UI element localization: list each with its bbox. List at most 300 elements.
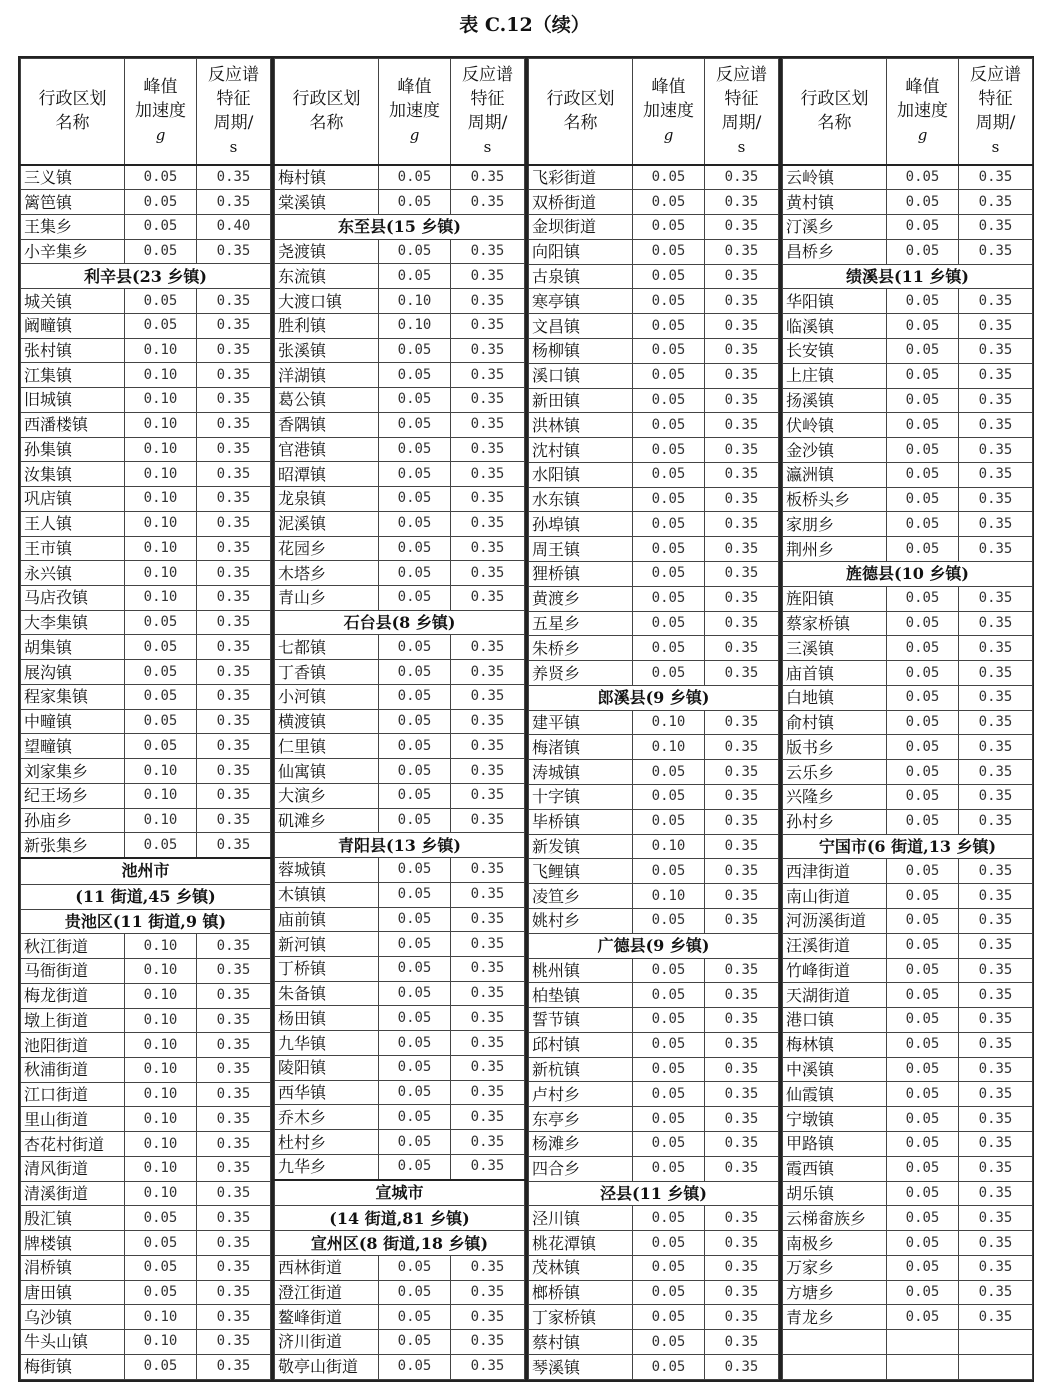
group-row [21, 264, 271, 289]
division-name: 汀溪乡 [783, 215, 887, 240]
division-name: 梅村镇 [275, 165, 379, 190]
characteristic-period: 0.35 [451, 1006, 525, 1031]
peak-acceleration: 0.05 [379, 1255, 451, 1280]
peak-acceleration: 0.10 [125, 1156, 197, 1181]
division-name: 五星乡 [529, 611, 633, 636]
division-name: 柏垫镇 [529, 983, 633, 1008]
division-name: 丁桥镇 [275, 957, 379, 982]
division-name: 青龙乡 [783, 1305, 887, 1330]
division-name: 刘家集乡 [21, 759, 125, 784]
table-row [529, 264, 779, 289]
peak-acceleration: 0.05 [633, 487, 705, 512]
table-row [529, 1206, 779, 1231]
characteristic-period: 0.35 [197, 934, 271, 959]
table-row [529, 537, 779, 562]
table-row [275, 313, 525, 338]
characteristic-period: 0.35 [451, 734, 525, 759]
table-row [783, 735, 1033, 760]
table-row [21, 1206, 271, 1231]
header-row [21, 59, 271, 165]
table-row [275, 1305, 525, 1330]
division-name: 清溪街道 [21, 1181, 125, 1206]
division-name: 乔木乡 [275, 1105, 379, 1130]
division-name: 瀛洲镇 [783, 462, 887, 487]
table-row [529, 1156, 779, 1181]
peak-acceleration: 0.05 [379, 1305, 451, 1330]
division-name: 邱村镇 [529, 1032, 633, 1057]
characteristic-period: 0.35 [451, 1031, 525, 1056]
characteristic-period: 0.35 [959, 1008, 1033, 1033]
characteristic-period: 0.35 [959, 1057, 1033, 1082]
division-name: 龙泉镇 [275, 487, 379, 512]
characteristic-period: 0.35 [197, 1206, 271, 1231]
division-name: 仙霞镇 [783, 1082, 887, 1107]
characteristic-period: 0.35 [197, 239, 271, 264]
characteristic-period: 0.35 [959, 859, 1033, 884]
group-row [275, 833, 525, 858]
header-name-line: 行政区划 [292, 89, 361, 110]
characteristic-period: 0.35 [451, 684, 525, 709]
table-row [275, 1105, 525, 1130]
peak-acceleration: 0.05 [125, 610, 197, 635]
characteristic-period: 0.35 [705, 908, 779, 933]
peak-acceleration: 0.05 [887, 239, 959, 264]
division-name: 双桥街道 [529, 190, 633, 215]
division-name: 誓节镇 [529, 1008, 633, 1033]
peak-acceleration: 0.05 [125, 1354, 197, 1379]
division-name: 尧渡镇 [275, 239, 379, 264]
characteristic-period: 0.35 [451, 783, 525, 808]
table-row [275, 981, 525, 1006]
table-row [529, 1355, 779, 1380]
table-row [21, 1280, 271, 1305]
peak-acceleration: 0.05 [887, 586, 959, 611]
header-row [529, 59, 779, 165]
division-name: 梅林镇 [783, 1032, 887, 1057]
division-name: 兴隆乡 [783, 785, 887, 810]
table-row [21, 239, 271, 264]
header-accel-line: 加速度 [135, 101, 186, 122]
header-period-line: 周期/ [975, 113, 1016, 134]
peak-acceleration: 0.10 [633, 735, 705, 760]
group-heading: (14 街道,81 乡镇) [275, 1206, 525, 1231]
table-row [529, 487, 779, 512]
group-row [529, 1181, 779, 1206]
peak-acceleration: 0.05 [633, 165, 705, 190]
division-name: 花园乡 [275, 536, 379, 561]
header-period-line: 反应谱 [716, 65, 767, 86]
table-row [783, 1156, 1033, 1181]
table-row [783, 710, 1033, 735]
peak-acceleration: 0.10 [125, 1305, 197, 1330]
division-name: 香隅镇 [275, 412, 379, 437]
table-panel-4 [780, 56, 1034, 1382]
table-row [21, 734, 271, 759]
peak-acceleration: 0.05 [379, 165, 451, 190]
peak-acceleration: 0.05 [887, 338, 959, 363]
table-row [21, 783, 271, 808]
division-name: 墩上街道 [21, 1008, 125, 1033]
characteristic-period: 0.35 [197, 190, 271, 215]
group-heading: (11 街道,45 乡镇) [21, 884, 271, 909]
table-row [275, 808, 525, 833]
table-row [275, 437, 525, 462]
division-name: 十字镇 [529, 785, 633, 810]
division-name: 展沟镇 [21, 660, 125, 685]
table-row [529, 462, 779, 487]
division-name: 洪林镇 [529, 413, 633, 438]
peak-acceleration: 0.05 [633, 760, 705, 785]
peak-acceleration: 0.05 [125, 165, 197, 190]
peak-acceleration: 0.05 [379, 957, 451, 982]
peak-acceleration: 0.05 [125, 1206, 197, 1231]
header-period-line: 周期/ [721, 113, 762, 134]
peak-acceleration: 0.05 [379, 1080, 451, 1105]
characteristic-period: 0.35 [451, 660, 525, 685]
characteristic-period: 0.35 [451, 511, 525, 536]
table-row [21, 808, 271, 833]
table-row [21, 214, 271, 239]
division-name: 姚村乡 [529, 908, 633, 933]
characteristic-period: 0.35 [451, 981, 525, 1006]
peak-acceleration: 0.05 [633, 908, 705, 933]
division-name: 张村镇 [21, 338, 125, 363]
characteristic-period: 0.35 [197, 1156, 271, 1181]
division-name: 俞村镇 [783, 710, 887, 735]
peak-acceleration: 0.05 [379, 1154, 451, 1179]
table-row [21, 1033, 271, 1058]
peak-acceleration: 0.10 [379, 313, 451, 338]
table-row [783, 413, 1033, 438]
group-row [275, 610, 525, 635]
table-row [21, 610, 271, 635]
peak-acceleration: 0.05 [633, 1330, 705, 1355]
header-name-line: 行政区划 [546, 89, 615, 110]
table-row [783, 388, 1033, 413]
division-name: 篱笆镇 [21, 190, 125, 215]
peak-acceleration: 0.05 [125, 833, 197, 858]
division-name: 敬亭山街道 [275, 1354, 379, 1379]
header-name-line: 名称 [817, 113, 852, 134]
characteristic-period: 0.35 [705, 338, 779, 363]
table-row [783, 1181, 1033, 1206]
table-row [275, 635, 525, 660]
table-row [21, 511, 271, 536]
division-name: 孙集镇 [21, 437, 125, 462]
table-row [275, 561, 525, 586]
header-name-line: 名称 [55, 113, 90, 134]
table-row [21, 586, 271, 611]
characteristic-period: 0.35 [959, 239, 1033, 264]
table-row [783, 809, 1033, 834]
characteristic-period: 0.35 [959, 289, 1033, 314]
table-row [529, 760, 779, 785]
characteristic-period: 0.35 [197, 1082, 271, 1107]
characteristic-period: 0.35 [959, 611, 1033, 636]
table-row [21, 1132, 271, 1157]
characteristic-period: 0.35 [705, 1330, 779, 1355]
table-row [275, 338, 525, 363]
table-row [275, 462, 525, 487]
division-name: 西林街道 [275, 1255, 379, 1280]
peak-acceleration: 0.05 [887, 1181, 959, 1206]
characteristic-period: 0.35 [197, 1058, 271, 1083]
table-row [529, 1280, 779, 1305]
characteristic-period: 0.35 [451, 437, 525, 462]
table-row [783, 685, 1033, 710]
peak-acceleration: 0.05 [633, 586, 705, 611]
characteristic-period: 0.35 [705, 413, 779, 438]
table-row [21, 1156, 271, 1181]
peak-acceleration: 0.05 [887, 884, 959, 909]
peak-acceleration: 0.05 [379, 660, 451, 685]
table-row [529, 314, 779, 339]
group-heading: 池州市 [21, 858, 271, 884]
table-row [21, 1354, 271, 1379]
table-row [21, 934, 271, 959]
characteristic-period: 0.35 [197, 313, 271, 338]
peak-acceleration: 0.05 [125, 190, 197, 215]
division-name: 木塔乡 [275, 561, 379, 586]
group-heading: 宁国市(6 街道,13 乡镇) [783, 834, 1033, 859]
peak-acceleration: 0.05 [633, 611, 705, 636]
table-row [783, 1008, 1033, 1033]
characteristic-period: 0.35 [451, 808, 525, 833]
table-row [275, 1330, 525, 1355]
group-heading: 宣州区(8 街道,18 乡镇) [275, 1231, 525, 1256]
characteristic-period: 0.35 [705, 1057, 779, 1082]
header-accel [633, 59, 705, 165]
division-name: 甲路镇 [783, 1131, 887, 1156]
table-row [529, 859, 779, 884]
table-row [275, 190, 525, 215]
peak-acceleration: 0.05 [633, 512, 705, 537]
header-period-line: 特征 [470, 89, 505, 110]
characteristic-period: 0.35 [451, 239, 525, 264]
characteristic-period: 0.35 [705, 1156, 779, 1181]
characteristic-period: 0.35 [705, 760, 779, 785]
group-row [275, 1206, 525, 1231]
table-row [783, 785, 1033, 810]
characteristic-period: 0.35 [451, 1105, 525, 1130]
table-row [783, 1082, 1033, 1107]
division-name: 泾川镇 [529, 1206, 633, 1231]
characteristic-period: 0.35 [705, 661, 779, 686]
header-accel-line: g [663, 126, 674, 145]
table-row [21, 536, 271, 561]
table-row [21, 983, 271, 1008]
peak-acceleration: 0.10 [633, 710, 705, 735]
table-row [275, 363, 525, 388]
table-row [275, 264, 525, 289]
division-name: 葛公镇 [275, 388, 379, 413]
header-accel [379, 59, 451, 165]
division-name: 三义镇 [21, 165, 125, 190]
characteristic-period: 0.35 [705, 1280, 779, 1305]
division-name: 汝集镇 [21, 462, 125, 487]
characteristic-period: 0.35 [451, 190, 525, 215]
peak-acceleration: 0.05 [633, 363, 705, 388]
table-row [529, 983, 779, 1008]
peak-acceleration: 0.05 [887, 363, 959, 388]
group-row [21, 884, 271, 909]
characteristic-period: 0.35 [959, 438, 1033, 463]
characteristic-period: 0.35 [197, 586, 271, 611]
characteristic-period: 0.35 [197, 783, 271, 808]
characteristic-period: 0.35 [451, 363, 525, 388]
peak-acceleration: 0.05 [633, 1231, 705, 1256]
division-name: 王集乡 [21, 214, 125, 239]
peak-acceleration: 0.05 [887, 413, 959, 438]
characteristic-period: 0.35 [705, 983, 779, 1008]
table-row [783, 859, 1033, 884]
peak-acceleration: 0.05 [633, 785, 705, 810]
table-row [21, 1231, 271, 1256]
table-row [529, 1231, 779, 1256]
characteristic-period: 0.35 [197, 1305, 271, 1330]
table-row [21, 289, 271, 314]
table-row [275, 412, 525, 437]
table-row [21, 437, 271, 462]
characteristic-period: 0.35 [197, 1255, 271, 1280]
peak-acceleration: 0.05 [379, 363, 451, 388]
group-heading: 利辛县(23 乡镇) [21, 264, 271, 289]
peak-acceleration: 0.05 [379, 932, 451, 957]
division-name: 西华镇 [275, 1080, 379, 1105]
table-row [21, 1058, 271, 1083]
division-name: 凌笪乡 [529, 884, 633, 909]
group-heading: 石台县(8 乡镇) [275, 610, 525, 635]
peak-acceleration: 0.05 [379, 709, 451, 734]
division-name: 棠溪镇 [275, 190, 379, 215]
division-name: 养贤乡 [529, 661, 633, 686]
peak-acceleration: 0.05 [633, 958, 705, 983]
table-row [529, 1008, 779, 1033]
characteristic-period: 0.35 [451, 957, 525, 982]
peak-acceleration: 0.10 [125, 1033, 197, 1058]
peak-acceleration: 0.05 [379, 412, 451, 437]
characteristic-period: 0.35 [451, 709, 525, 734]
peak-acceleration: 0.05 [887, 1131, 959, 1156]
peak-acceleration: 0.05 [379, 783, 451, 808]
peak-acceleration: 0.05 [633, 809, 705, 834]
division-name: 中疃镇 [21, 709, 125, 734]
division-name: 梅渚镇 [529, 735, 633, 760]
characteristic-period: 0.35 [705, 809, 779, 834]
peak-acceleration: 0.05 [379, 388, 451, 413]
characteristic-period: 0.35 [705, 462, 779, 487]
characteristic-period: 0.35 [705, 438, 779, 463]
division-name: 里山街道 [21, 1107, 125, 1132]
table-row [529, 1305, 779, 1330]
characteristic-period: 0.35 [451, 412, 525, 437]
division-name: 杨田镇 [275, 1006, 379, 1031]
division-name: 云梯畲族乡 [783, 1206, 887, 1231]
peak-acceleration: 0.10 [125, 959, 197, 984]
peak-acceleration: 0.05 [379, 907, 451, 932]
peak-acceleration: 0.05 [125, 289, 197, 314]
division-name: 黄渡乡 [529, 586, 633, 611]
peak-acceleration: 0.05 [633, 661, 705, 686]
characteristic-period: 0.35 [959, 1255, 1033, 1280]
division-name: 上庄镇 [783, 363, 887, 388]
division-name: 乌沙镇 [21, 1305, 125, 1330]
table-row [783, 438, 1033, 463]
group-heading: 宣城市 [275, 1180, 525, 1206]
characteristic-period: 0.35 [197, 709, 271, 734]
group-row [783, 264, 1033, 289]
table-row [275, 783, 525, 808]
division-name: 沈村镇 [529, 438, 633, 463]
group-row [529, 933, 779, 958]
characteristic-period: 0.35 [959, 983, 1033, 1008]
characteristic-period: 0.35 [197, 1132, 271, 1157]
characteristic-period: 0.35 [451, 635, 525, 660]
division-name: 四合乡 [529, 1156, 633, 1181]
characteristic-period: 0.35 [451, 462, 525, 487]
table-row [275, 709, 525, 734]
division-name: 寒亭镇 [529, 289, 633, 314]
characteristic-period: 0.35 [197, 412, 271, 437]
table-row [529, 958, 779, 983]
division-name: 官港镇 [275, 437, 379, 462]
division-name: 水东镇 [529, 487, 633, 512]
division-name: 新发镇 [529, 834, 633, 859]
characteristic-period: 0.35 [705, 165, 779, 190]
division-name: 澄江街道 [275, 1280, 379, 1305]
header-row [275, 59, 525, 165]
division-name: 板桥头乡 [783, 487, 887, 512]
division-name: 建平镇 [529, 710, 633, 735]
characteristic-period: 0.35 [197, 610, 271, 635]
group-heading: 东至县(15 乡镇) [275, 214, 525, 239]
peak-acceleration: 0.05 [379, 1354, 451, 1379]
header-row [783, 59, 1033, 165]
division-name: 唐田镇 [21, 1280, 125, 1305]
peak-acceleration: 0.05 [887, 958, 959, 983]
group-row [275, 214, 525, 239]
characteristic-period: 0.35 [197, 759, 271, 784]
division-name: 江口街道 [21, 1082, 125, 1107]
table-row [275, 759, 525, 784]
table-row [783, 338, 1033, 363]
peak-acceleration: 0.05 [633, 338, 705, 363]
peak-acceleration: 0.05 [633, 289, 705, 314]
division-name: 昭潭镇 [275, 462, 379, 487]
division-name: 向阳镇 [529, 239, 633, 264]
peak-acceleration: 0.05 [379, 1055, 451, 1080]
division-name: 朱备镇 [275, 981, 379, 1006]
table-row [529, 785, 779, 810]
peak-acceleration: 0.05 [633, 438, 705, 463]
table-panel-2 [272, 56, 526, 1382]
table-row [21, 833, 271, 858]
division-name: 丁香镇 [275, 660, 379, 685]
table-row [275, 1130, 525, 1155]
table-row [529, 338, 779, 363]
characteristic-period: 0.35 [197, 437, 271, 462]
division-name: 荆州乡 [783, 537, 887, 562]
blank-cell [959, 1330, 1033, 1355]
header-period-line: 特征 [724, 89, 759, 110]
characteristic-period: 0.35 [959, 388, 1033, 413]
characteristic-period: 0.35 [451, 338, 525, 363]
characteristic-period: 0.35 [705, 611, 779, 636]
peak-acceleration: 0.05 [379, 561, 451, 586]
peak-acceleration: 0.10 [125, 462, 197, 487]
table-row [529, 562, 779, 587]
division-name: 万家乡 [783, 1255, 887, 1280]
